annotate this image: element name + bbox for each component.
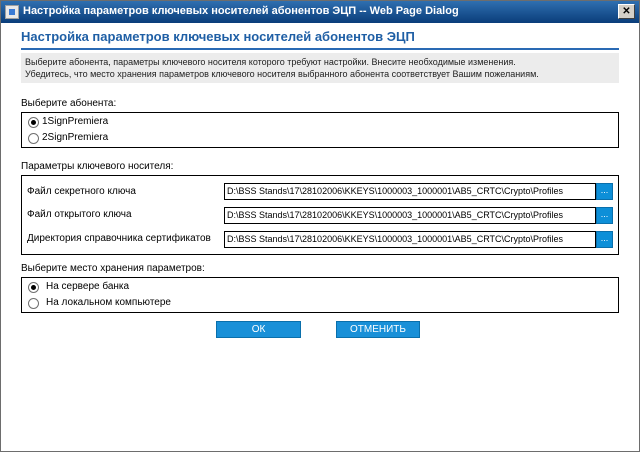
storage-radio-server[interactable] — [28, 282, 39, 293]
info-panel — [21, 53, 619, 83]
subscriber-radio-1[interactable] — [28, 117, 39, 128]
window-app-icon — [5, 5, 19, 19]
page-title: Настройка параметров ключевых носителей абонентов ЭЦП — [21, 29, 415, 44]
public-key-browse-button[interactable]: ... — [596, 207, 613, 224]
subscriber-section-label: Выберите абонента: — [21, 98, 117, 109]
public-key-label: Файл открытого ключа — [27, 209, 132, 220]
public-key-input[interactable]: D:\BSS Stands\17\28102006\KKEYS\1000003_1000001\AB5_CRTC\Crypto\Profiles — [224, 207, 596, 224]
cert-dir-label: Директория справочника сертификатов — [27, 233, 211, 244]
subscriber-radio-2[interactable] — [28, 133, 39, 144]
secret-key-input[interactable]: D:\BSS Stands\17\28102006\KKEYS\1000003_1000001\AB5_CRTC\Crypto\Profiles — [224, 183, 596, 200]
storage-radio-local[interactable] — [28, 298, 39, 309]
secret-key-browse-button[interactable]: ... — [596, 183, 613, 200]
subscriber-option-1-label: 1SignPremiera — [42, 116, 109, 127]
key-params-group — [21, 175, 619, 255]
title-divider — [21, 48, 619, 50]
cancel-button[interactable]: ОТМЕНИТЬ — [336, 321, 420, 338]
subscriber-group — [21, 112, 619, 148]
secret-key-label: Файл секретного ключа — [27, 186, 136, 197]
dialog-content — [1, 23, 639, 451]
storage-option-local-label: На локальном компьютере — [46, 297, 171, 308]
storage-section-label: Выберите место хранения параметров: — [21, 263, 205, 274]
info-line-1: Выберите абонента, параметры ключевого носителя которого требуют настройки. Внесите необходимые изменения. — [25, 57, 516, 67]
ok-button[interactable]: ОК — [216, 321, 301, 338]
cert-dir-browse-button[interactable]: ... — [596, 231, 613, 248]
subscriber-option-2-label: 2SignPremiera — [42, 132, 109, 143]
key-params-section-label: Параметры ключевого носителя: — [21, 161, 174, 172]
info-line-2: Убедитесь, что место хранения параметров ключевого носителя выбранного абонента соответствует Вашим пожеланиям. — [25, 69, 539, 79]
window-title: Настройка параметров ключевых носителей абонентов ЭЦП -- Web Page Dialog — [23, 5, 459, 17]
cert-dir-input[interactable]: D:\BSS Stands\17\28102006\KKEYS\1000003_1000001\AB5_CRTC\Crypto\Profiles — [224, 231, 596, 248]
storage-group — [21, 277, 619, 313]
title-bar — [1, 1, 639, 23]
storage-option-server-label: На сервере банка — [46, 281, 130, 292]
close-button[interactable]: ✕ — [618, 4, 635, 19]
